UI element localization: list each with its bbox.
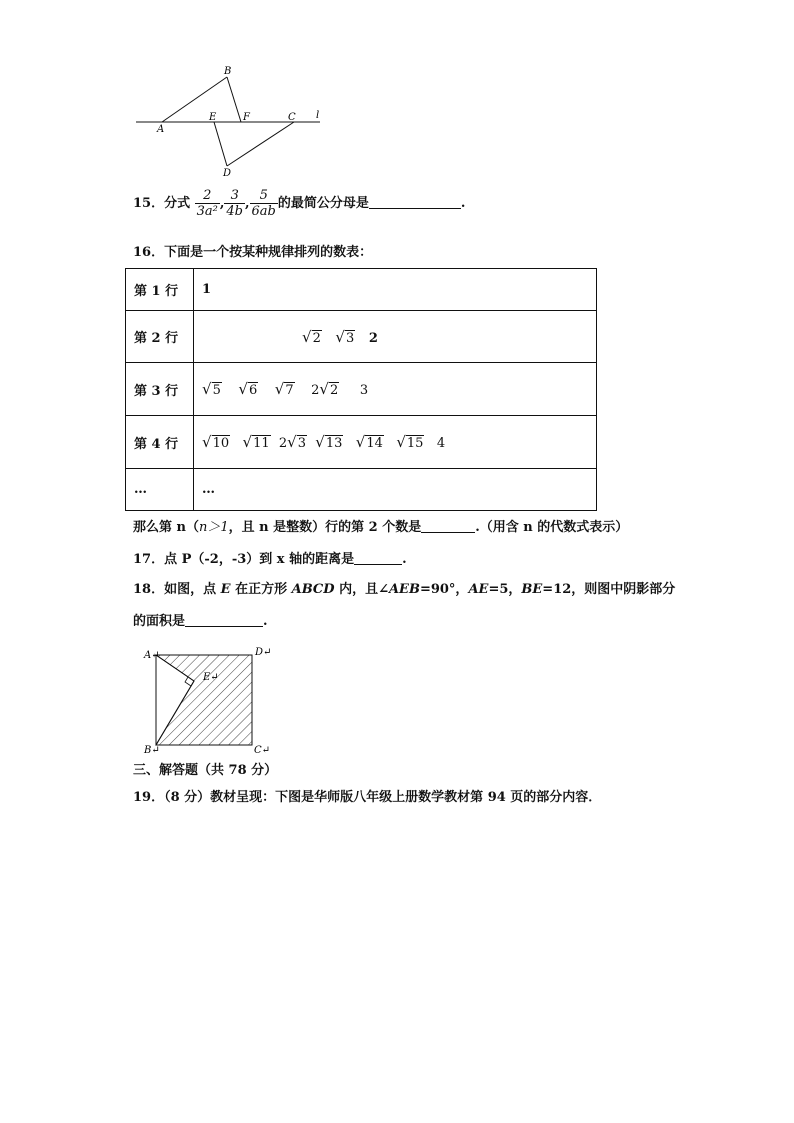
point-label-b: B [224,66,232,77]
row-label: 第 4 行 [126,416,194,469]
fraction-3 [250,188,278,219]
condition: n＞1 [198,520,229,535]
number-table [125,268,597,511]
point-label-c: C [288,112,296,123]
geometry-figure-lines [130,62,330,180]
row-label: … [126,469,194,511]
question-18: 18．如图，点 E 在正方形 ABCD 内，且∠AEB=90°，AE=5，BE=12，则图中阴影部分 [133,582,676,597]
fraction-2-num: 3 [224,188,245,204]
vertex-label-c: C↵ [254,745,271,756]
answer-blank-18[interactable] [185,612,263,627]
q15-end: . [460,196,466,211]
row-values: √5 √6 √7 2√2 3 [194,363,597,416]
answer-blank-15[interactable] [369,194,461,209]
row-label: 第 3 行 [126,363,194,416]
section-title: 三、解答题（共 78 分） [133,763,278,778]
row-label: 第 1 行 [126,269,194,311]
vertex-label-b: B↵ [144,745,160,756]
line-label-l: l [316,110,320,121]
fraction-2-den: 4b [226,204,243,219]
vertex-label-d: D↵ [255,647,272,658]
radical: √2 [302,327,321,346]
row-values: … [194,469,597,511]
point-label-a: A [157,124,165,135]
question-19: 19．（8 分）教材呈现：下图是华师版八年级上册数学教材第 94 页的部分内容． [133,790,602,805]
fraction-3-den: 6ab [251,204,276,219]
separator: , [245,196,250,211]
row-values: √2 √3 2 [194,311,597,363]
fraction-2 [224,188,245,219]
question-17: 17．点 P（-2，-3）到 x 轴的距离是 . [133,552,407,567]
question-16-follow: 那么第 n（n＞1，且 n 是整数）行的第 2 个数是 .（用含 n 的代数式表示） [133,520,629,535]
row-label: 第 2 行 [126,311,194,363]
table-row [126,363,597,416]
q15-suffix: 的最简公分母是 [277,196,369,211]
question-16 [133,244,372,262]
vertex-label-e: E↵ [203,672,219,683]
row-values: √10 √11 2√3 √13 √14 √15 4 [194,416,597,469]
answer-blank-17[interactable] [354,550,402,565]
table-row [126,416,597,469]
question-18-line2: 的面积是 . [133,614,268,629]
q15-prefix: 分式 [164,196,191,211]
point-label-d: D [223,168,232,179]
fraction-1-num: 2 [195,188,220,204]
q16-number: 16． [133,245,165,260]
fraction-1 [195,188,220,219]
q16-text: 下面是一个按某种规律排列的数表： [164,245,373,260]
point-label-f: F [243,112,250,123]
question-15 [133,188,465,219]
radical: √3 [335,327,355,346]
table-row [126,469,597,511]
table-row [126,311,597,363]
square-figure [140,645,280,757]
separator: , [219,196,225,211]
row-values: 1 [194,269,597,311]
answer-blank-16[interactable] [421,518,475,533]
point-label-e: E [209,112,217,123]
fraction-1-den: 3a² [196,204,218,219]
vertex-label-a: A↵ [144,650,160,661]
table-row [126,269,597,311]
fraction-3-num: 5 [250,188,278,204]
q15-number: 15． [133,196,165,211]
